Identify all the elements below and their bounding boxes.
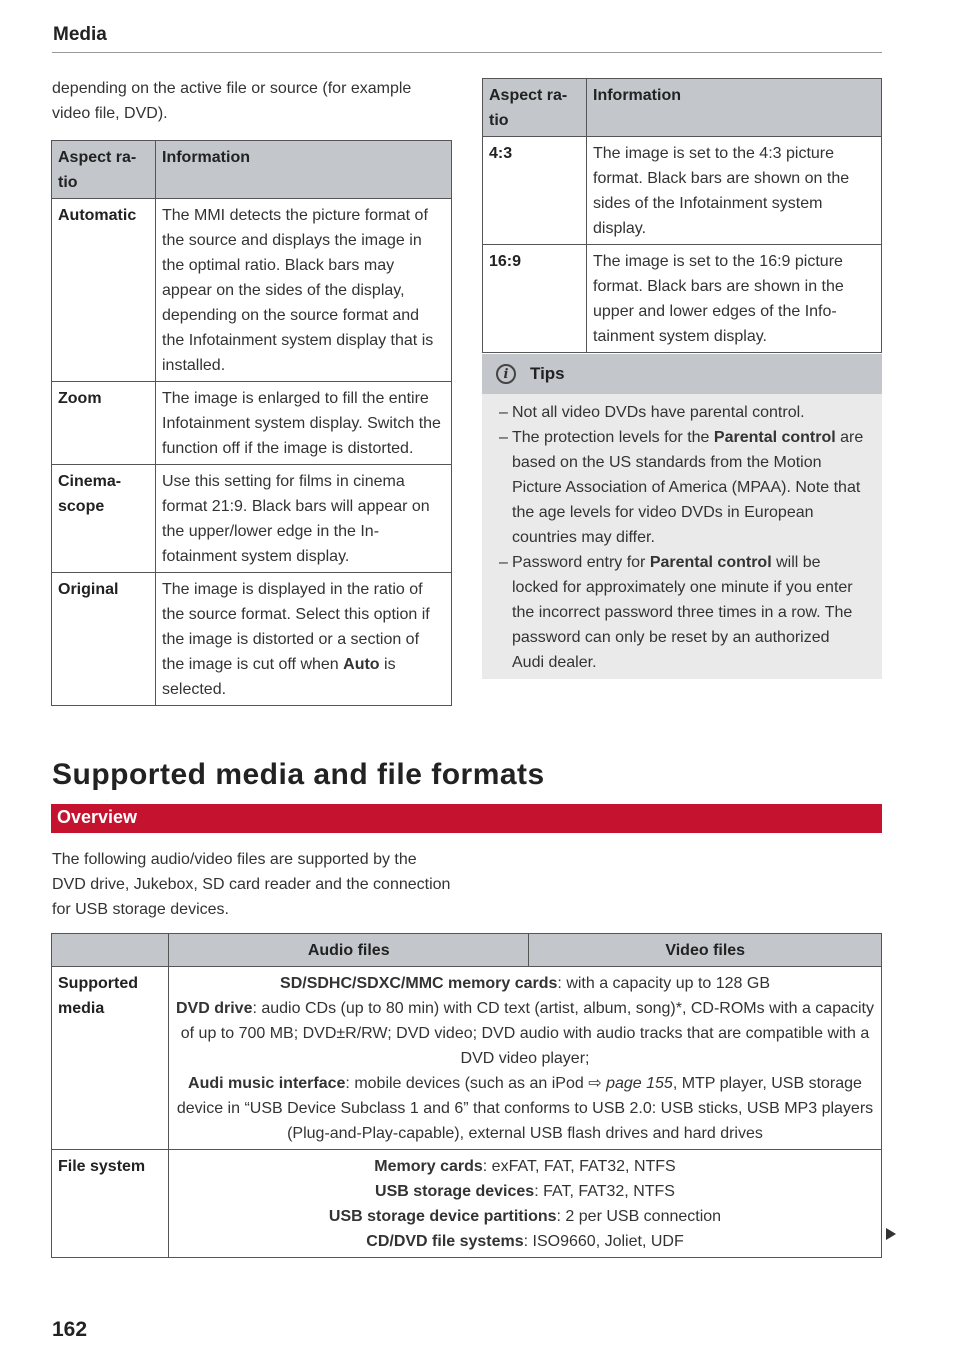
table-row: [52, 1150, 882, 1258]
subsection-title: Overview: [57, 807, 138, 827]
filesystem-name: USB storage device partitions: [328, 1208, 557, 1225]
media-text: : mobile devices (such as an iPod: [345, 1075, 589, 1092]
table-row: [483, 245, 882, 353]
file-system-cell: [169, 1150, 882, 1258]
row-label: 4:3: [483, 137, 587, 245]
section-title: Supported media and file formats: [52, 758, 545, 791]
media-name: DVD drive: [176, 1000, 253, 1017]
aspect-ratio-table-continued: [482, 78, 882, 353]
row-info: Use this setting for films in cinema format 21:9. Black bars will appear on the upper/lower edge in the Infotainment system display.: [156, 465, 452, 573]
overview-text: The following audio/video files are supported by the DVD drive, Jukebox, SD card reader and the connection for USB storage devices.: [52, 851, 451, 918]
row-info: The image is set to the 16:9 picture format. Black bars are shown in the upper and lower edges of the Infotainment system display.: [587, 245, 882, 353]
section-header: Media: [53, 24, 107, 45]
next-page-arrow-icon: [886, 1228, 896, 1240]
page-reference-link[interactable]: ⇨ page 155: [588, 1075, 673, 1092]
column-header-information: Information: [587, 79, 882, 137]
media-name: Audi music interface: [188, 1075, 346, 1092]
supported-media-cell: [169, 967, 882, 1150]
tip-text: The protection levels for the: [512, 429, 714, 446]
table-header-row: [52, 141, 452, 199]
row-label: Automatic: [52, 199, 156, 382]
row-info: The image is set to the 4:3 picture format. Black bars are shown on the sides of the Infotainment system display.: [587, 137, 882, 245]
table-row: [52, 199, 452, 382]
table-row: [52, 967, 882, 1150]
table-header-row: [52, 934, 882, 967]
row-info: [156, 573, 452, 706]
column-header-video-files: Video files: [529, 934, 882, 967]
column-header-aspect-ratio: Aspect ratio: [52, 141, 156, 199]
table-row: [52, 465, 452, 573]
column-header-audio-files: Audio files: [169, 934, 529, 967]
filesystem-name: CD/DVD file systems: [366, 1233, 524, 1250]
tips-list: [482, 394, 882, 679]
filesystem-text: : 2 per USB connection: [556, 1208, 722, 1225]
page-number: 162: [52, 1318, 88, 1341]
media-name: SD/SDHC/SDXC/MMC memory cards: [280, 975, 558, 992]
row-info-text: is selected.: [162, 656, 396, 698]
filesystem-entry: [175, 1154, 875, 1179]
row-info: The MMI detects the picture format of the source and displays the image in the optimal ratio. Black bars may appear on the sides of the display, depending on the source format and the Infotainment system display that is installed.: [156, 199, 452, 382]
table-row: [483, 137, 882, 245]
row-label: Zoom: [52, 382, 156, 465]
row-label: 16:9: [483, 245, 587, 353]
media-entry: [175, 1071, 875, 1146]
table-row: [52, 573, 452, 706]
table-header-row: [483, 79, 882, 137]
tip-text: will be locked for approximately one minute if you enter the incorrect password three times in a row. The password can only be reset by an authorized Audi dealer.: [512, 554, 853, 671]
intro-text: depending on the active file or source (for example video file, DVD).: [52, 80, 412, 122]
table-row: [52, 382, 452, 465]
row-label: Original: [52, 573, 156, 706]
filesystem-entry: [175, 1179, 875, 1204]
media-text: , MTP player, USB storage device in “USB Device Subclass 1 and 6” that conforms to USB 2.0: USB sticks, USB MP3 players (Plug-and-Play-capable), external USB flash drives and hard drives: [176, 1075, 874, 1142]
auto-setting-name: Auto: [343, 656, 380, 673]
subsection-bar: [51, 804, 882, 833]
tips-header: [482, 354, 882, 394]
filesystem-text: : FAT, FAT32, NTFS: [534, 1183, 675, 1200]
row-label: Supported media: [52, 967, 169, 1150]
row-info: The image is enlarged to fill the entire Infotainment system display. Switch the function off if the image is distorted.: [156, 382, 452, 465]
column-header-empty: [52, 934, 169, 967]
media-entry: [175, 996, 875, 1071]
tip-item: [500, 550, 864, 675]
media-text: : audio CDs (up to 80 min) with CD text (artist, album, song)*, CD-ROMs with a capacity of up to 700 MB; DVD±R/RW; DVD video; DVD audio with audio tracks that are compatible with a DVD video player;: [180, 1000, 874, 1067]
tip-item: – Not all video DVDs have parental control.: [500, 400, 864, 425]
filesystem-entry: [175, 1229, 875, 1254]
media-text: : with a capacity up to 128 GB: [557, 975, 770, 992]
tip-keyword: Parental control: [649, 554, 772, 571]
filesystem-entry: [175, 1204, 875, 1229]
row-info-text: The image is displayed in the ratio of the source format. Select this option if the image is distorted or a section of the image is cut off when: [162, 581, 430, 673]
tips-box: [482, 354, 882, 679]
column-header-information: Information: [156, 141, 452, 199]
row-label: Cinemascope: [52, 465, 156, 573]
tip-text: Password entry for: [512, 554, 650, 571]
filesystem-name: Memory cards: [374, 1158, 483, 1175]
row-label: File system: [52, 1150, 169, 1258]
aspect-ratio-table: [51, 140, 452, 706]
filesystem-text: : ISO9660, Joliet, UDF: [523, 1233, 684, 1250]
tip-text: are based on the US standards from the Motion Picture Association of America (MPAA). Note that the age levels for video DVDs in European countries may differ.: [512, 429, 864, 546]
info-icon: i: [496, 364, 516, 384]
tip-keyword: Parental control: [713, 429, 836, 446]
filesystem-text: : exFAT, FAT, FAT32, NTFS: [482, 1158, 676, 1175]
column-header-aspect-ratio: Aspect ratio: [483, 79, 587, 137]
formats-table: [51, 933, 882, 1258]
tips-title: Tips: [530, 364, 565, 383]
header-rule: [52, 52, 882, 53]
tip-item: [500, 425, 864, 550]
media-entry: [175, 971, 875, 996]
filesystem-name: USB storage devices: [375, 1183, 535, 1200]
